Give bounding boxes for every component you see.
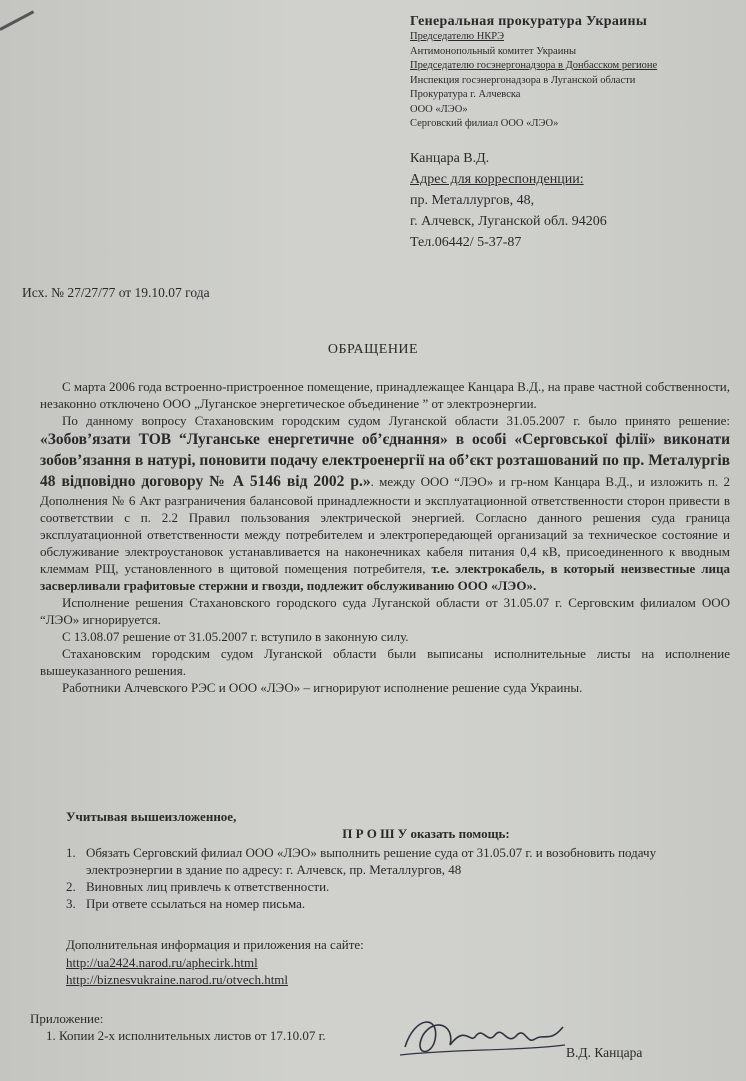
attachment-block [30,1010,326,1044]
court-decision-quote: «Зобов’язати ТОВ “Луганське енергетичне об’єднання» в особі «Серговської філії» виконати зобов’язання в натурі, поновити подачу електроенергії на об’єкт розташований по пр. Металургів 48 відповідно договору № А 5146 від 2002 р.» [40,431,730,490]
list-item [66,844,726,878]
addressee-line: Антимонопольный комитет Украины [410,45,577,57]
list-item [66,878,726,895]
paragraph: Стахановским городским судом Луганской области были выписаны исполнительные листы на исполнение вышеуказанного решения. [40,646,730,678]
paragraph-bold-text: т.е. электрокабель, в который неизвестные лица засверливали графитовые стержни и гвозди, подлежит обслуживанию ООО «ЛЭО». [40,561,730,593]
sender-phone: Тел.06442/ 5-37-87 [410,235,522,250]
paragraph-text: По данному вопросу Стахановским городским судом Луганской области 31.05.2007 г. было принято решение: [62,413,730,428]
sender-address-line: пр. Металлургов, 48, [410,193,535,208]
sender-block [410,148,730,253]
addressee-line: Прокуратура г. Алчевска [410,89,521,100]
paragraph-text: . между ООО “ЛЭО» и гр-ном Канцара В.Д., и изложить п. 2 Дополнения № 6 Акт разграничения балансовой принадлежности и эксплуатационной ответственности сторон привести в соответствии с п. 2.2 Правил пользования электрической энергией. Согласно данного решения суда граница эксплуатационной ответственности между потребителем и электропередающей организаций за техническое состояние и обслуживание электроустановок устанавливается на наконечниках кабеля питания 0,4 кВ, присоединенного к вводным клеммам РЩ, установленного в щитовой помещения потребителя, [40,474,730,576]
letter-body [40,378,730,696]
request-block [66,808,726,912]
addressee-org: Генеральная прокуратура Украины [410,14,648,29]
attachment-item: 1. Копии 2-х исполнительных листов от 17.10.07 г. [46,1028,326,1043]
addressee-line: Председателю НКРЭ [410,31,505,42]
sender-address-line: г. Алчевск, Луганской обл. 94206 [410,214,607,229]
list-text: Виновных лиц привлечь к ответственности. [86,879,330,894]
outgoing-number: Исх. № 27/27/77 от 19.10.07 года [22,285,210,300]
paragraph: Работники Алчевского РЭС и ООО «ЛЭО» – игнорируют исполнение решение суда Украины. [62,680,583,695]
addressee-line: ООО «ЛЭО» [410,103,468,115]
list-text: Обязать Серговский филиал ООО «ЛЭО» выполнить решение суда от 31.05.07 г. и возобновить подачу электроэнергии в здание по адресу: г. Алчевск, пр. Металлургов, 48 [86,845,657,877]
paragraph [40,412,730,594]
request-title: П Р О Ш У оказать помощь: [342,826,510,841]
addressee-line: Председателю госэнергонадзора в Донбасском регионе [410,60,658,71]
info-label: Дополнительная информация и приложения на сайте: [66,937,364,952]
request-list [66,844,726,912]
list-text: При ответе ссылаться на номер письма. [86,896,306,911]
paragraph: С 13.08.07 решение от 31.05.2007 г. вступило в законную силу. [62,629,409,644]
paragraph: С марта 2006 года встроенно-пристроенное помещение, принадлежащее Канцара В.Д., на праве частной собственности, незаконно отключено ООО „Луганское энергетическое объединение ” от электроэнергии. [40,379,730,411]
website-link[interactable]: http://biznesvukraine.narod.ru/otvech.html [66,972,289,987]
signature-mark [395,1005,570,1065]
addressee-block [410,14,730,132]
addressee-line: Серговский филиал ООО «ЛЭО» [410,118,559,129]
document-title: ОБРАЩЕНИЕ [327,342,419,357]
list-number: 2. [66,879,76,894]
website-link[interactable]: http://ua2424.narod.ru/aphecirk.html [66,954,258,970]
info-block [66,936,364,989]
sender-address-label: Адрес для корреспонденции: [410,172,584,187]
sender-name: Канцара В.Д. [410,151,490,166]
signer-name: В.Д. Канцара [566,1045,643,1060]
list-number: 1. [66,845,76,860]
addressee-line: Инспекция госэнергонадзора в Луганской области [410,74,636,86]
paragraph: Исполнение решения Стахановского городского суда Луганской области от 31.05.07 г. Серговским филиалом ООО “ЛЭО» игнорируется. [40,595,730,627]
request-heading: Учитывая вышеизложенное, [66,809,237,824]
list-number: 3. [66,896,76,911]
attachment-label: Приложение: [30,1011,104,1026]
staple-mark [0,10,34,30]
list-item [66,895,726,912]
